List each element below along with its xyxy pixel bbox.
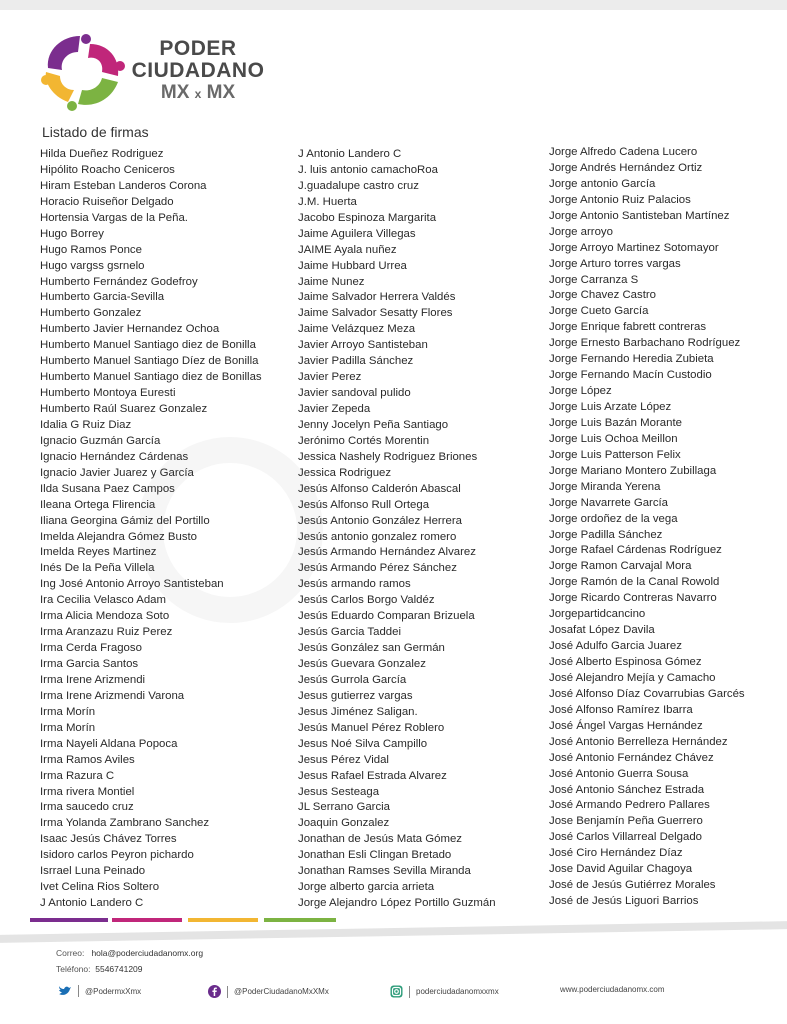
facebook-handle: @PoderCiudadanoMxXMx — [234, 987, 329, 996]
signature-name: Jesus Rafael Estrada Alvarez — [298, 769, 447, 782]
signature-name: Jorge Arturo torres vargas — [549, 257, 681, 270]
brand-mx-right: MX — [206, 82, 236, 103]
top-bar — [0, 0, 787, 10]
signature-name: José Alberto Espinosa Gómez — [549, 656, 702, 668]
signature-name: Jenny Jocelyn Peña Santiago — [298, 418, 449, 431]
signature-name: Jorge alberto garcia arrieta — [298, 881, 435, 894]
signature-name: Javier Padilla Sánchez — [298, 355, 414, 368]
signature-name: Jorge Mariano Montero Zubillaga — [549, 464, 717, 477]
signature-name: Jorge Enrique fabrett contreras — [549, 321, 707, 334]
signature-name: Jorge Ernesto Barbachano Rodríguez — [549, 337, 741, 350]
signature-name: Idalia G Ruiz Diaz — [40, 418, 132, 431]
signature-name: Jorge Antonio Ruiz Palacios — [549, 193, 691, 206]
signature-name: Irma Morín — [40, 705, 96, 718]
signature-name: Jaime Salvador Herrera Valdés — [298, 291, 456, 304]
signature-name: Ileana Ortega Flirencia — [40, 498, 156, 511]
signature-name: Jesús Carlos Borgo Valdéz — [298, 594, 435, 607]
phone-row — [56, 964, 143, 974]
signature-name: Ivet Celina Rios Soltero — [40, 881, 160, 894]
signature-name: Jerónimo Cortés Morentin — [298, 434, 430, 447]
signature-name: Humberto Manuel Santiago diez de Bonillas — [40, 371, 262, 384]
signature-name: Jesús Gurrola García — [298, 673, 407, 686]
signature-name: Jose Benjamín Peña Guerrero — [549, 815, 703, 828]
signature-name: Jesús armando ramos — [298, 578, 411, 591]
signature-name: Jessica Rodriguez — [298, 466, 392, 479]
signature-column-2 — [298, 147, 496, 912]
signature-name: Irma Razura C — [40, 769, 115, 782]
signature-name: J. luis antonio camachoRoa — [298, 163, 438, 176]
signature-name: Jesús Eduardo Comparan Brizuela — [298, 610, 475, 623]
signature-name: Humberto Raúl Suarez Gonzalez — [40, 403, 208, 415]
signature-name: Ilda Susana Paez Campos — [40, 482, 175, 495]
facebook-icon — [208, 985, 221, 998]
signature-name: Jesús Garcia Taddei — [298, 626, 401, 639]
signature-name: Jorge López — [549, 385, 612, 398]
signature-name: J Antonio Landero C — [298, 148, 402, 160]
signature-name: Jorge Padilla Sánchez — [549, 528, 663, 541]
signature-name: José Ángel Vargas Hernández — [549, 719, 703, 732]
signature-name: Hiram Esteban Landeros Corona — [40, 179, 207, 192]
signature-name: Javier Perez — [298, 371, 362, 384]
signature-name: Jesus Noé Silva Campillo — [298, 737, 428, 750]
signature-name: José de Jesús Liguori Barrios — [549, 895, 699, 908]
signature-name: Jorge Cueto García — [549, 305, 649, 318]
website-url: www.poderciudadanomx.com — [560, 985, 665, 994]
signature-name: José Carlos Villarreal Delgado — [549, 831, 703, 844]
signature-name: José Antonio Fernández Chávez — [549, 751, 714, 764]
signature-name: Jorge ordoñez de la vega — [549, 512, 678, 525]
brand-line-1: PODER — [159, 37, 237, 60]
signature-name: Jesús Guevara Gonzalez — [298, 658, 426, 670]
signature-name: Jaime Salvador Sesatty Flores — [298, 307, 453, 320]
signature-name: Irma rivera Montiel — [40, 785, 135, 798]
signature-name: Irma Irene Arizmendi Varona — [40, 689, 185, 702]
bar-purple — [30, 918, 108, 922]
logo-mark — [41, 34, 125, 111]
signature-name: José de Jesús Gutiérrez Morales — [549, 879, 716, 892]
signature-name: Hipólito Roacho Ceniceros — [40, 163, 175, 176]
separator — [227, 986, 228, 998]
signature-name: Jorge Ramón de la Canal Rowold — [549, 576, 720, 589]
signature-name: J.M. Huerta — [298, 195, 357, 208]
bar-magenta — [112, 918, 182, 922]
signature-name: Jorge Arroyo Martinez Sotomayor — [549, 241, 719, 254]
signature-name: Jorge Luis Patterson Felix — [549, 448, 681, 461]
signature-name: José Adulfo Garcia Juarez — [549, 640, 682, 653]
signature-name: Irma Morín — [40, 721, 96, 734]
signature-name: Irma Cerda Fragoso — [40, 642, 142, 655]
signature-name: Jesus gutierrez vargas — [298, 689, 413, 702]
signature-name: Irma Yolanda Zambrano Sanchez — [40, 817, 210, 830]
instagram-handle: poderciudadanomxxmx — [416, 987, 499, 996]
instagram-icon — [390, 985, 403, 998]
signature-column-3 — [549, 145, 745, 910]
signature-name: Humberto Montoya Euresti — [40, 387, 176, 400]
signature-name: Javier Zepeda — [298, 403, 371, 415]
separator — [78, 985, 79, 997]
signature-name: Josafat López Davila — [549, 624, 655, 637]
signature-name: Jonathan Ramses Sevilla Miranda — [298, 865, 471, 878]
signature-column-1 — [40, 147, 262, 912]
signature-name: J Antonio Landero C — [40, 897, 144, 910]
signature-name: Jesús antonio gonzalez romero — [298, 530, 457, 543]
signature-name: Isrrael Luna Peinado — [40, 865, 146, 878]
signature-name: José Armando Pedrero Pallares — [549, 799, 710, 812]
signature-name: José Antonio Sánchez Estrada — [549, 783, 705, 796]
signature-name: Javier Arroyo Santisteban — [298, 339, 428, 352]
signature-name: Iliana Georgina Gámiz del Portillo — [40, 514, 210, 527]
signature-name: Hugo vargss gsrnelo — [40, 259, 145, 272]
signature-name: Imelda Alejandra Gómez Busto — [40, 530, 198, 543]
signature-name: Jorge Luis Bazán Morante — [549, 416, 682, 429]
signature-name: Jesus Jiménez Saligan. — [298, 705, 418, 718]
signature-name: Irma saucedo cruz — [40, 801, 134, 814]
phone-label: Teléfono: — [56, 964, 91, 974]
signature-name: Joaquin Gonzalez — [298, 817, 390, 830]
signature-name: Jorge Chavez Castro — [549, 289, 656, 302]
signature-name: JL Serrano Garcia — [298, 801, 391, 814]
signature-name: Humberto Garcia-Sevilla — [40, 291, 165, 304]
bar-green — [264, 918, 336, 922]
signature-name: Jesús Antonio González Herrera — [298, 514, 462, 527]
signature-name: Jorge Navarrete García — [549, 496, 669, 509]
signature-name: Jesús González san Germán — [298, 642, 445, 655]
signature-name: Ignacio Javier Juarez y García — [40, 466, 194, 479]
signature-name: Jesús Alfonso Calderón Abascal — [298, 482, 461, 495]
signature-name: Jorge Fernando Heredia Zubieta — [549, 353, 714, 366]
signature-name: Hugo Ramos Ponce — [40, 243, 142, 256]
signature-name: Jorge Luis Ochoa Meillon — [549, 432, 678, 445]
signature-name: Irma Garcia Santos — [40, 658, 139, 670]
signature-name: Jorge antonio García — [549, 177, 656, 190]
signature-name: Jorge Carranza S — [549, 273, 639, 286]
signature-name: Humberto Fernández Godefroy — [40, 275, 198, 288]
signature-name: Jesús Armando Pérez Sánchez — [298, 562, 457, 575]
email-link[interactable]: hola@poderciudadanomx.org — [91, 948, 204, 958]
email-row — [56, 948, 203, 958]
signature-name: Jesus Sesteaga — [298, 785, 380, 798]
signature-name: Irma Irene Arizmendi — [40, 673, 146, 686]
signature-name: Jorge Alejandro López Portillo Guzmán — [298, 897, 496, 910]
twitter-link[interactable] — [58, 985, 141, 997]
signature-name: Jorge Antonio Santisteban Martínez — [549, 209, 730, 222]
separator — [409, 986, 410, 998]
phone-number: 5546741209 — [95, 964, 143, 974]
instagram-link[interactable] — [390, 985, 499, 998]
brand-name — [128, 38, 268, 105]
signature-name: Ira Cecilia Velasco Adam — [40, 594, 166, 607]
signature-name: Jorge Fernando Macín Custodio — [549, 369, 712, 382]
signature-name: Humberto Manuel Santiago Díez de Bonilla — [40, 355, 259, 368]
brand-x: x — [194, 87, 202, 101]
signature-name: Jose David Aguilar Chagoya — [549, 863, 693, 876]
signature-name: JAIME Ayala nuñez — [298, 243, 397, 256]
signature-name: Isidoro carlos Peyron pichardo — [40, 849, 194, 862]
signature-name: Irma Nayeli Aldana Popoca — [40, 737, 178, 750]
signature-name: Inés De la Peña Villela — [40, 562, 155, 575]
signature-name: José Antonio Guerra Sousa — [549, 767, 689, 780]
signature-name: Jesús Alfonso Rull Ortega — [298, 498, 430, 511]
signature-name: Jesús Manuel Pérez Roblero — [298, 721, 445, 734]
email-label: Correo: — [56, 948, 85, 958]
signature-name: Jorge Miranda Yerena — [549, 480, 661, 493]
signature-name: J.guadalupe castro cruz — [298, 179, 419, 192]
signature-name: Ignacio Hernández Cárdenas — [40, 450, 189, 463]
signature-name: Irma Aranzazu Ruiz Perez — [40, 626, 173, 639]
website-link[interactable] — [560, 985, 665, 994]
signature-name: Jorge Ricardo Contreras Navarro — [549, 592, 717, 605]
signature-name: Jaime Aguilera Villegas — [298, 227, 416, 240]
footer-band — [0, 921, 787, 943]
signature-name: José Alfonso Ramírez Ibarra — [549, 703, 693, 716]
brand-line-3 — [128, 82, 268, 105]
bar-yellow — [188, 918, 258, 922]
brand-line-2: CIUDADANO — [131, 59, 265, 82]
signature-name: José Alfonso Díaz Covarrubias Garcés — [549, 687, 745, 700]
signature-name: Ing José Antonio Arroyo Santisteban — [40, 578, 224, 591]
signature-name: Jonathan Esli Clingan Bretado — [298, 849, 452, 862]
signature-name: Jorge arroyo — [549, 225, 613, 238]
signature-name: Humberto Manuel Santiago diez de Bonilla — [40, 339, 256, 352]
signature-name: Isaac Jesús Chávez Torres — [40, 833, 177, 846]
signature-name: Jorge Rafael Cárdenas Rodríguez — [549, 544, 722, 557]
twitter-handle: @PodermxXmx — [85, 986, 142, 996]
signature-name: Humberto Javier Hernandez Ochoa — [40, 323, 220, 336]
signature-name: Jacobo Espinoza Margarita — [298, 211, 437, 224]
signature-name: José Alejandro Mejía y Camacho — [549, 671, 716, 684]
signature-name: Hugo Borrey — [40, 227, 104, 240]
signature-name: Javier sandoval pulido — [298, 387, 411, 400]
signature-name: Irma Alicia Mendoza Soto — [40, 610, 170, 623]
twitter-icon — [58, 985, 72, 997]
signature-name: Jesus Pérez Vidal — [298, 753, 389, 766]
list-title: Listado de firmas — [42, 124, 149, 140]
signature-name: Jorge Ramon Carvajal Mora — [549, 560, 692, 573]
poder-ciudadano-logo — [38, 30, 128, 112]
signature-name: José Ciro Hernández Díaz — [549, 847, 683, 860]
signature-name: Jonathan de Jesús Mata Gómez — [298, 833, 462, 846]
signature-name: Jaime Hubbard Urrea — [298, 259, 407, 272]
signature-name: Jorge Luis Arzate López — [549, 401, 672, 413]
signature-name: Jorgepartidcancino — [549, 608, 646, 621]
signature-name: Hortensia Vargas de la Peña. — [40, 211, 188, 224]
signature-name: Jesús Armando Hernández Alvarez — [298, 546, 476, 559]
brand-mx-left: MX — [160, 82, 190, 103]
signature-name: Humberto Gonzalez — [40, 307, 142, 320]
signature-name: José Antonio Berrelleza Hernández — [549, 735, 728, 748]
signature-name: Hilda Dueñez Rodriguez — [40, 148, 164, 160]
signature-name: Jessica Nashely Rodriguez Briones — [298, 450, 478, 463]
signature-name: Irma Ramos Aviles — [40, 753, 135, 766]
signature-name: Horacio Ruiseñor Delgado — [40, 195, 174, 208]
signature-name: Imelda Reyes Martinez — [40, 546, 157, 559]
signature-name: Jorge Alfredo Cadena Lucero — [549, 146, 698, 158]
signature-name: Jaime Nunez — [298, 275, 365, 288]
signature-name: Ignacio Guzmán García — [40, 434, 161, 447]
facebook-link[interactable] — [208, 985, 329, 998]
signature-name: Jorge Andrés Hernández Ortiz — [549, 161, 703, 174]
signature-name: Jaime Velázquez Meza — [298, 323, 416, 336]
